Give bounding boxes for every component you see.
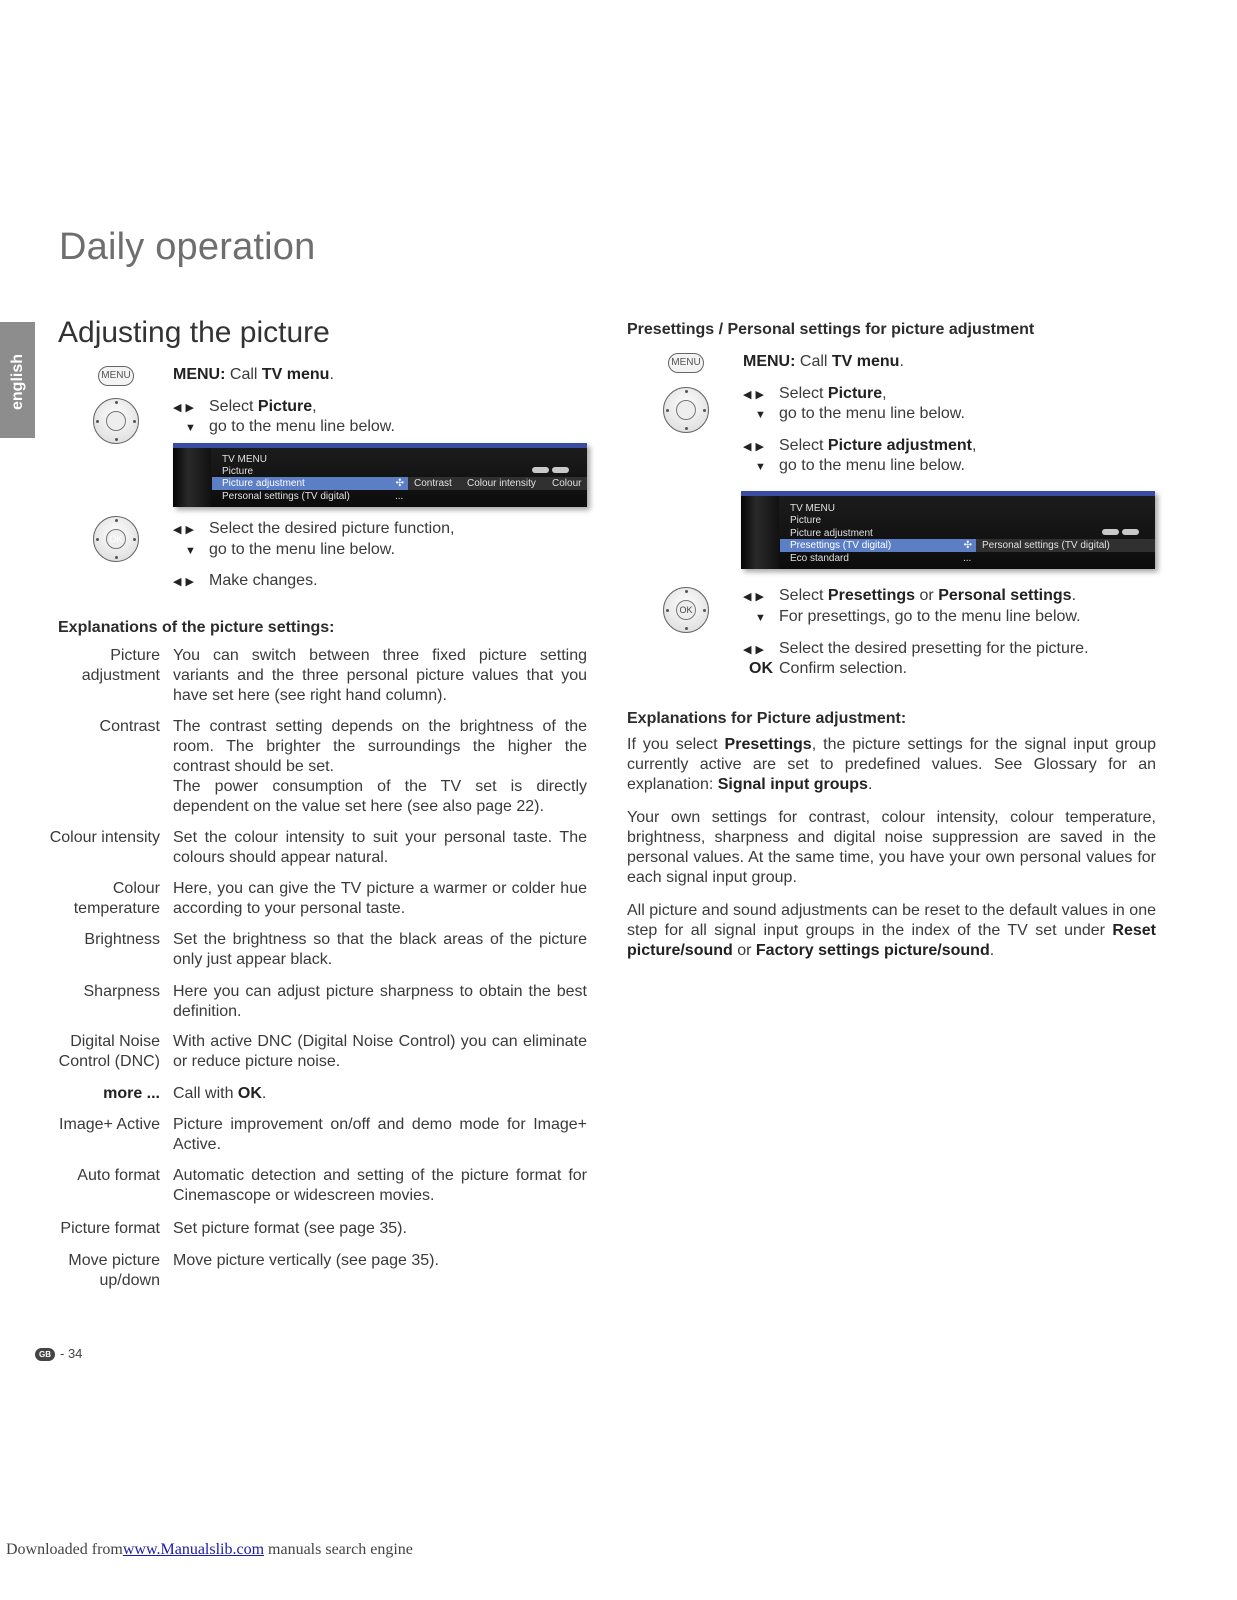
ok-key-label: OK — [749, 660, 773, 677]
tv-menu-screenshot — [173, 443, 587, 507]
down-arrow-icon: ▼ — [755, 461, 766, 473]
def-desc: Set the colour intensity to suit your personal taste. The colours should appear natural. — [173, 829, 587, 866]
move-icon: ✣ — [395, 478, 404, 489]
def-term: more ... — [103, 1085, 160, 1102]
tv-menu-screenshot — [741, 491, 1155, 569]
down-arrow-icon: ▼ — [185, 422, 196, 434]
manualslib-link[interactable]: www.Manualslib.com — [122, 1541, 265, 1558]
remote-dpad-icon — [93, 398, 139, 444]
def-desc: Move picture vertically (see page 35). — [173, 1252, 439, 1269]
explanations-title: Explanations of the picture settings: — [58, 619, 335, 636]
step-make-changes: ◀▶ Make changes. — [173, 571, 318, 592]
tv-menu-row-eco: Eco standard — [790, 553, 849, 564]
paragraph: Your own settings for contrast, colour intensity, colour temperature, brightness, sharpness and digital noise suppression are saved in the personal values. At the same time, you have your own personal values for each signal input group. — [627, 809, 1156, 886]
left-right-arrows-icon: ◀▶ — [743, 644, 768, 656]
def-term: Digital Noise Control (DNC) — [58, 1033, 160, 1070]
tv-menu-row-picture-adjustment: Picture adjustment ✣ — [212, 477, 408, 490]
down-arrow-icon: ▼ — [755, 612, 766, 624]
paragraph: If you select Presettings, the picture settings for the signal input group currently active are set to predefined values. See Glossary for an explanation: Signal input groups. — [627, 736, 1157, 793]
tv-menu-row-value: ... — [963, 553, 972, 564]
step-key: MENU: — [173, 366, 226, 383]
left-right-arrows-icon: ◀▶ — [743, 389, 768, 401]
step-select-adjustment: ◀▶ Select Picture adjustment, — [743, 436, 976, 457]
remote-ok-icon: OK — [663, 587, 709, 633]
down-arrow-icon: ▼ — [185, 545, 196, 557]
down-arrow-icon: ▼ — [755, 409, 766, 421]
tv-menu-row-picture: Picture — [790, 515, 822, 526]
def-term: Picture format — [60, 1220, 160, 1237]
def-desc: Set picture format (see page 35). — [173, 1220, 407, 1237]
def-desc: Set the brightness so that the black areas of the picture only just appear black. — [173, 931, 587, 968]
tv-menu-row-picture: Picture — [222, 466, 254, 477]
remote-dpad-icon — [663, 387, 709, 433]
def-desc: Call with OK. — [173, 1085, 267, 1102]
right-explanations-title: Explanations for Picture adjustment: — [627, 710, 907, 727]
def-desc: The contrast setting depends on the brightness of the room. The brighter the surroundings the higher the contrast should be set. The power consumption of the TV set is directly dependent on the value set here (see also page 22). — [173, 718, 587, 815]
tv-menu-option-personal: Personal settings (TV digital) — [976, 539, 1155, 552]
def-term: Colour intensity — [49, 829, 160, 846]
menu-button-icon: MENU — [668, 353, 704, 373]
def-term: Image+ Active — [59, 1116, 160, 1133]
tv-menu-row-picture-adjustment: Picture adjustment — [790, 528, 873, 539]
left-right-arrows-icon: ◀▶ — [173, 402, 198, 414]
paragraph: All picture and sound adjustments can be reset to the default values in one step for all signal input groups in the index of the TV set under Reset picture/sound or Factory settings picture/sound. — [627, 902, 1156, 959]
step-call-menu: MENU: Call TV menu. — [743, 353, 904, 370]
def-term: Picture adjustment — [81, 647, 160, 684]
step-confirm: OK Confirm selection. — [743, 659, 907, 679]
left-right-arrows-icon: ◀▶ — [173, 524, 198, 536]
def-term: Move picture up/down — [68, 1252, 160, 1289]
def-term: Contrast — [99, 718, 160, 735]
def-desc: Picture improvement on/off and demo mode for Image+ Active. — [173, 1116, 587, 1153]
def-desc: Here, you can give the TV picture a warmer or colder hue according to your personal taste. — [173, 880, 587, 917]
menu-button-icon: MENU — [98, 366, 134, 386]
tv-menu-row-presettings: Presettings (TV digital) ✣ — [780, 539, 976, 552]
def-term: Auto format — [77, 1167, 160, 1184]
left-right-arrows-icon: ◀▶ — [743, 441, 768, 453]
tv-menu-title: TV MENU — [790, 503, 835, 514]
section-title: Adjusting the picture — [58, 316, 330, 349]
tv-menu-row-personal: Personal settings (TV digital) — [222, 491, 350, 502]
left-right-arrows-icon: ◀▶ — [173, 576, 198, 588]
tv-menu-option-colour-intensity: Colour intensity — [467, 478, 536, 489]
def-desc: Here you can adjust picture sharpness to obtain the best definition. — [173, 983, 587, 1020]
step-go-below: ▼ go to the menu line below. — [173, 417, 395, 438]
step-select-function: ◀▶ Select the desired picture function, — [173, 519, 454, 540]
tv-menu-title: TV MENU — [222, 454, 267, 465]
remote-ok-icon: OK — [93, 516, 139, 562]
page-number: - 34 — [60, 1346, 83, 1361]
left-right-arrows-icon: ◀▶ — [743, 591, 768, 603]
step-call-menu: MENU: Call TV menu. — [173, 366, 334, 383]
def-term: Brightness — [84, 931, 160, 948]
tv-menu-buttons-icon — [529, 465, 569, 476]
def-desc: With active DNC (Digital Noise Control) you can eliminate or reduce picture noise. — [173, 1033, 587, 1070]
def-desc: Automatic detection and setting of the picture format for Cinemascope or widescreen movies. — [173, 1167, 587, 1204]
step-for-presettings: ▼ For presettings, go to the menu line below. — [743, 607, 1081, 628]
def-desc: You can switch between three fixed picture setting variants and the three personal picture values that you have set here (see right hand column). — [173, 647, 587, 704]
tv-menu-options — [408, 477, 587, 490]
step-go-below: ▼ go to the menu line below. — [743, 404, 965, 425]
step-select-picture: ◀▶ Select Picture, — [173, 397, 317, 418]
download-banner: Downloaded fromwww.Manualslib.com manuals search engine — [6, 1541, 413, 1558]
right-section-title: Presettings / Personal settings for picture adjustment — [627, 321, 1035, 338]
move-icon: ✣ — [963, 540, 972, 551]
language-tab-label: english — [9, 353, 26, 410]
def-term: Sharpness — [83, 983, 160, 1000]
step-go-below: ▼ go to the menu line below. — [743, 456, 965, 477]
step-go-below: ▼ go to the menu line below. — [173, 540, 395, 561]
tv-menu-option-colour: Colour — [552, 478, 582, 489]
tv-menu-buttons-icon — [1099, 527, 1139, 538]
def-term: Colour temperature — [73, 880, 160, 917]
step-select-presetting: ◀▶ Select the desired presetting for the picture. — [743, 639, 1089, 660]
page-header: Daily operation — [59, 226, 316, 268]
step-select-picture: ◀▶ Select Picture, — [743, 384, 887, 405]
country-badge-icon: GB — [35, 1348, 55, 1361]
language-tab — [0, 322, 35, 438]
step-select-presettings: ◀▶ Select Presettings or Personal settings. — [743, 586, 1076, 607]
tv-menu-option-contrast: Contrast — [414, 478, 452, 489]
tv-menu-row-value: ... — [395, 491, 404, 502]
